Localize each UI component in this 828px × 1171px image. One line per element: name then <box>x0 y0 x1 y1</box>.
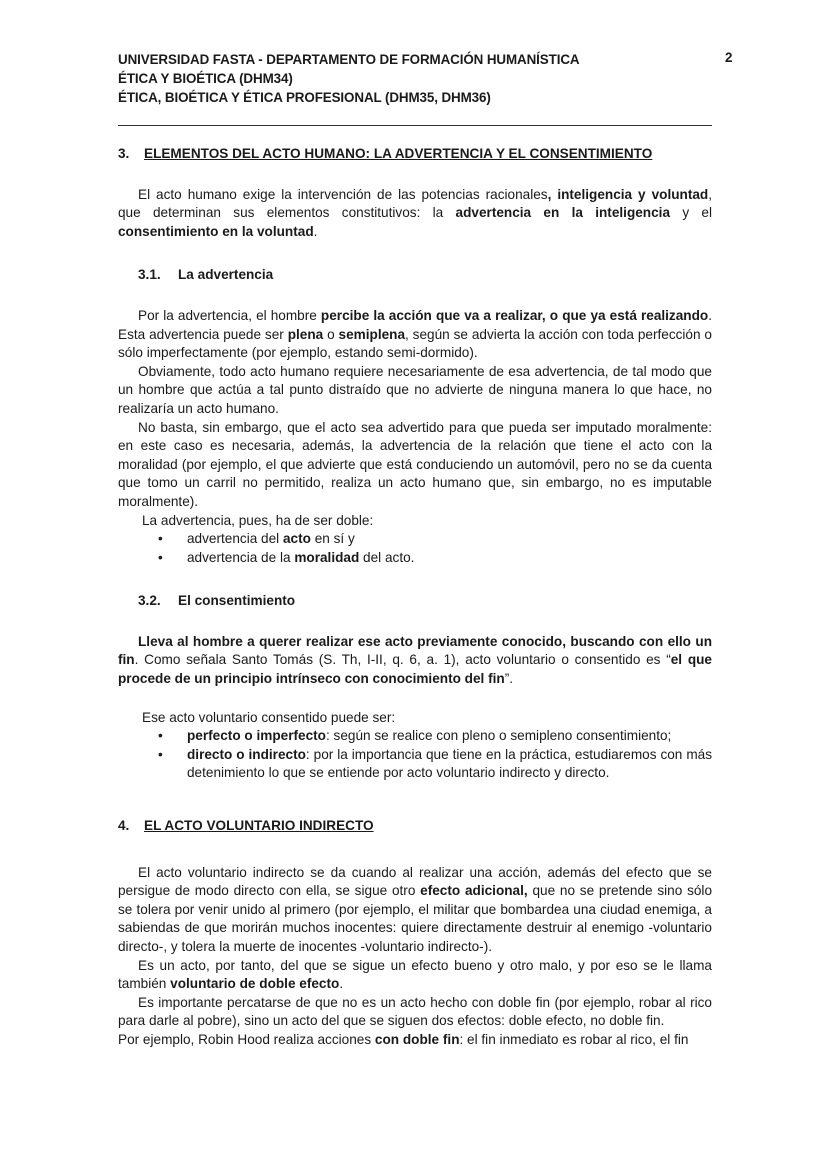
paragraph: Por la advertencia, el hombre percibe la acción que va a realizar, o que ya está realizando. Esta advertencia puede ser plena o semiplena, según se advierta la acción con toda perfección o sólo imperfectamente (por ejemplo, estando semi-dormido). <box>118 307 712 361</box>
page-header <box>118 50 738 107</box>
paragraph: La advertencia, pues, ha de ser doble: <box>142 512 374 528</box>
subsection-title: El consentimiento <box>178 593 296 609</box>
header-university: UNIVERSIDAD FASTA - DEPARTAMENTO DE FORMACIÓN HUMANÍSTICA <box>118 52 580 67</box>
section-3-intro: El acto humano exige la intervención de las potencias racionales, inteligencia y voluntad, que determinan sus elementos constitutivos: la advertencia en la inteligencia y el consentimiento en la voluntad. <box>118 186 712 239</box>
paragraph: Es importante percatarse de que no es un acto hecho con doble fin (por ejemplo, robar al rico para darle al pobre), sino un acto del que se siguen dos efectos: doble efecto, no doble fin. <box>118 994 712 1029</box>
paragraph: El acto voluntario indirecto se da cuando al realizar una acción, además del efecto que se persigue de modo directo con ella, se sigue otro efecto adicional, que no se pretende sino sólo se tolera por venir unido al primero (por ejemplo, el militar que bombardea una ciudad enemiga, a sabiendas de que morirán muchos inocentes: quiere directamente destruir al enemigo -voluntario directo-, y tolera la muerte de inocentes -voluntario indirecto-). <box>118 864 713 954</box>
section-number: 3. <box>118 146 130 161</box>
bullet-list <box>118 727 712 783</box>
document-body <box>118 145 712 1050</box>
paragraph: Es un acto, por tanto, del que se sigue un efecto bueno y otro malo, y por eso se le llama también voluntario de doble efecto. <box>118 957 712 992</box>
header-course-1: ÉTICA Y BIOÉTICA (DHM34) <box>118 71 293 86</box>
paragraph: Por ejemplo, Robin Hood realiza acciones con doble fin: el fin inmediato es robar al rico, el fin <box>118 1031 689 1047</box>
section-3-heading <box>118 145 712 164</box>
subsection-number: 3.1. <box>138 267 161 283</box>
section-title: EL ACTO VOLUNTARIO INDIRECTO <box>144 818 374 834</box>
bullet-list <box>118 530 712 567</box>
page-number: 2 <box>725 50 733 65</box>
list-item: • directo o indirecto: por la importancia que tiene en la práctica, estudiaremos con más detenimiento lo que se entiende por acto voluntario indirecto y directo. <box>158 746 712 781</box>
bullet-icon: • <box>158 746 163 762</box>
section-title: ELEMENTOS DEL ACTO HUMANO: LA ADVERTENCIA Y EL CONSENTIMIENTO <box>144 146 653 161</box>
bullet-icon: • <box>158 549 163 565</box>
list-item: • advertencia del acto en sí y <box>118 530 712 549</box>
bullet-icon: • <box>158 531 163 547</box>
paragraph: Obviamente, todo acto humano requiere necesariamente de esa advertencia, de tal modo que un hombre que actúa a tal punto distraído que no advierte de ninguna manera lo que hace, no realizaría un acto humano. <box>118 363 712 416</box>
section-4-heading <box>118 817 712 836</box>
subsection-3-1-heading <box>118 266 712 285</box>
subsection-number: 3.2. <box>138 593 161 609</box>
paragraph: No basta, sin embargo, que el acto sea advertido para que pueda ser imputado moralmente: en este caso es necesaria, además, la advertencia de la relación que tiene el acto con la moralidad (por ejemplo, el que advierte que está conduciendo un automóvil, pero no se da cuenta que tomo un carril no permitido, realiza un acto humano que, sin embargo, no es imputable moralmente). <box>118 419 712 509</box>
header-divider <box>118 125 712 126</box>
paragraph: Lleva al hombre a querer realizar ese acto previamente conocido, buscando con ello un fin. Como señala Santo Tomás (S. Th, I-II, q. 6, a. 1), acto voluntario o consentido es “el que procede de un principio intrínseco con conocimiento del fin”. <box>118 633 712 687</box>
paragraph: Ese acto voluntario consentido puede ser: <box>142 709 396 725</box>
header-course-2: ÉTICA, BIOÉTICA Y ÉTICA PROFESIONAL (DHM35, DHM36) <box>118 90 491 105</box>
subsection-3-2-heading <box>118 592 712 611</box>
list-item: • advertencia de la moralidad del acto. <box>118 549 712 568</box>
subsection-title: La advertencia <box>178 267 274 283</box>
bullet-icon: • <box>158 728 163 744</box>
list-item: • perfecto o imperfecto: según se realice con pleno o semipleno consentimiento; <box>118 727 712 746</box>
section-number: 4. <box>118 818 130 834</box>
